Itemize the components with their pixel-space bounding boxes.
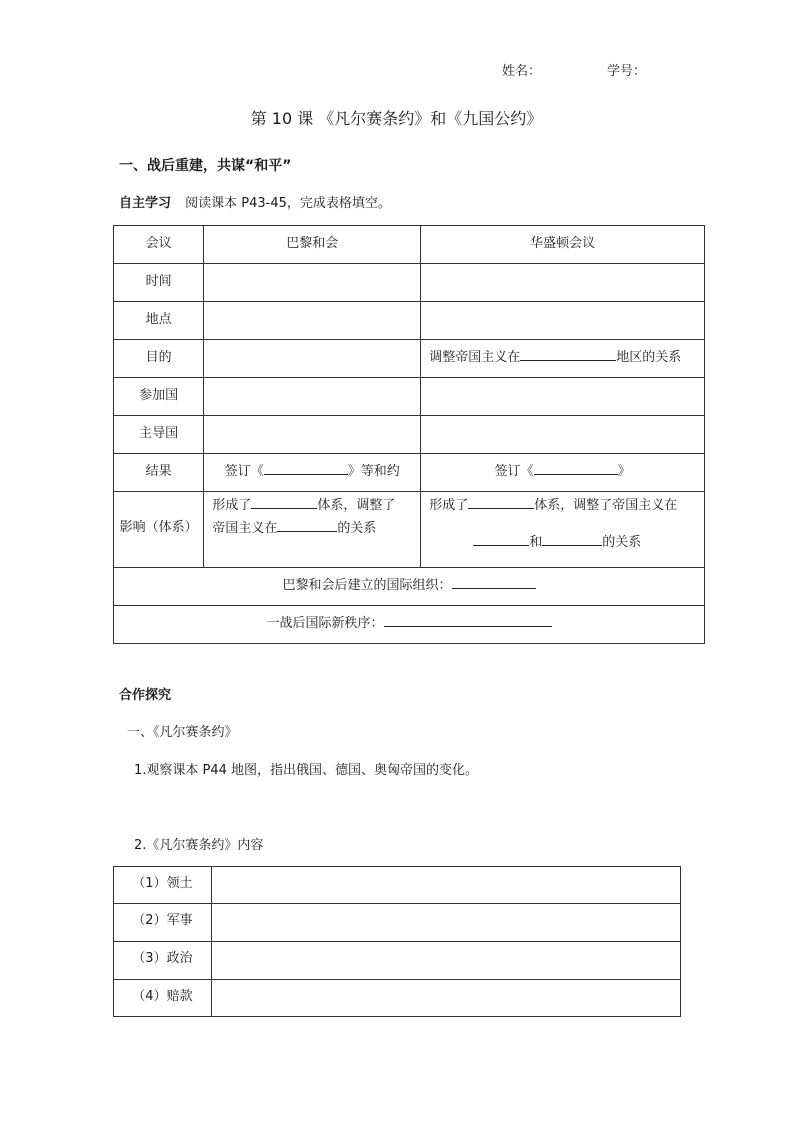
org-text: 巴黎和会后建立的国际组织： [282,578,452,593]
treaty-row-cell[interactable] [211,904,680,942]
student-id-label: 学号： [607,64,647,79]
self-study-text: 阅读课本 P43-45，完成表格填空。 [185,196,391,211]
cell-paris-purpose[interactable] [204,340,421,378]
impact-wash-text-1: 形成了 [429,498,469,513]
treaty-row-label: （4）赔款 [114,980,212,1017]
result-wash-blank[interactable] [534,460,618,475]
treaty-table [113,866,681,1017]
impact-paris-text-1: 形成了 [212,498,252,513]
treaty-row-label: （2）军事 [114,904,212,942]
header-paris: 巴黎和会 [204,226,421,264]
cooperation-heading: 合作探究 [119,688,172,703]
cooperation-sub-heading: 一、《凡尔赛条约》 [127,725,238,740]
cell-paris-result [204,454,421,492]
impact-wash-text-2: 体系，调整了帝国主义在 [534,498,678,513]
header-washington: 华盛顿会议 [421,226,705,264]
cell-washington-impact [421,492,705,568]
cell-washington-place[interactable] [421,302,705,340]
result-wash-pre: 签订《 [494,464,534,479]
treaty-row-cell[interactable] [211,942,680,980]
cell-paris-leaders[interactable] [204,416,421,454]
result-paris-pre: 签订《 [224,464,264,479]
self-study-label: 自主学习 [119,196,172,211]
impact-wash-text-4: 的关系 [602,535,642,550]
impact-paris-text-4: 的关系 [337,521,377,536]
cell-washington-result [421,454,705,492]
section-heading: 一、战后重建，共谋“和平” [119,158,292,174]
org-blank[interactable] [452,574,536,589]
impact-paris-blank-2[interactable] [277,517,337,532]
impact-wash-text-3: 和 [529,535,543,550]
question-2: 2.《凡尔赛条约》内容 [134,838,264,853]
cell-washington-leaders[interactable] [421,416,705,454]
impact-wash-blank-3[interactable] [542,531,602,546]
cell-paris-place[interactable] [204,302,421,340]
question-1: 1.观察课本 P44 地图，指出俄国、德国、奥匈帝国的变化。 [134,763,479,778]
impact-paris-blank-1[interactable] [251,494,317,509]
row-label-result: 结果 [114,454,204,492]
result-paris-post: 》等和约 [347,464,400,479]
cell-paris-impact [204,492,421,568]
cell-washington-purpose [421,340,705,378]
result-paris-blank[interactable] [264,460,348,475]
header-conference: 会议 [114,226,204,264]
name-label: 姓名： [502,64,542,79]
org-row [114,568,705,606]
cell-washington-time[interactable] [421,264,705,302]
row-label-leaders: 主导国 [114,416,204,454]
impact-wash-blank-1[interactable] [468,494,534,509]
cell-paris-time[interactable] [204,264,421,302]
order-row [114,606,705,644]
impact-paris-text-3: 帝国主义在 [212,521,278,536]
row-label-purpose: 目的 [114,340,204,378]
treaty-row-cell[interactable] [211,980,680,1017]
treaty-row-label: （3）政治 [114,942,212,980]
page-title: 第 10 课 《凡尔赛条约》和《九国公约》 [250,109,543,128]
impact-paris-text-2: 体系，调整了 [317,498,396,513]
treaty-row-label: （1）领土 [114,867,212,904]
self-study-line [119,192,391,211]
row-label-place: 地点 [114,302,204,340]
conference-table [113,225,705,644]
treaty-row-cell[interactable] [211,867,680,904]
purpose-text-pre: 调整帝国主义在 [429,350,521,365]
purpose-blank[interactable] [520,346,616,361]
impact-wash-blank-2[interactable] [473,531,529,546]
result-wash-post: 》 [617,464,631,479]
row-label-participants: 参加国 [114,378,204,416]
order-blank[interactable] [384,612,552,627]
cell-washington-participants[interactable] [421,378,705,416]
purpose-text-post: 地区的关系 [616,350,682,365]
cell-paris-participants[interactable] [204,378,421,416]
order-text: 一战后国际新秩序： [266,616,384,631]
row-label-time: 时间 [114,264,204,302]
row-label-impact: 影响（体系） [114,492,204,568]
